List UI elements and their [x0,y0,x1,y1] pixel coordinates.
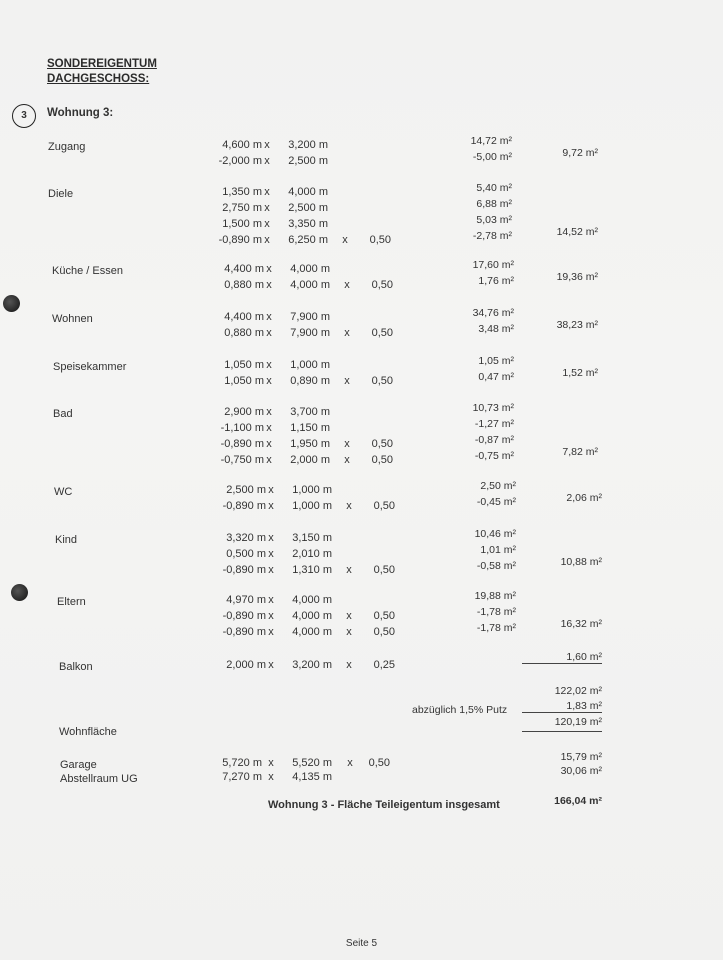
room-total-area: 2,06 m² [566,492,602,504]
section-subheading: DACHGESCHOSS: [47,73,150,85]
dimension-length: -0,890 m [222,610,266,622]
partial-area: 1,76 m² [478,275,514,287]
factor: 0,50 [371,454,393,466]
apartment-number-badge: 3 [12,104,36,128]
room-name: Bad [53,408,73,420]
grand-total-label: Wohnung 3 - Fläche Teileigentum insgesamt [268,799,500,811]
multiply-sign: x [266,454,272,466]
partial-area: 10,73 m² [472,402,514,414]
dimension-length: 4,400 m [224,311,264,323]
multiply-sign: x [266,327,272,339]
dimension-length: -0,890 m [220,438,264,450]
room-name: Diele [48,188,74,200]
dimension-width: 3,200 m [288,139,328,151]
multiply-sign: x [266,438,272,450]
dimension-width: 2,000 m [290,454,330,466]
dimension-width: 7,900 m [290,311,330,323]
multiply-sign: x [344,454,350,466]
partial-area: 6,88 m² [476,198,512,210]
dimension-length: 0,880 m [224,327,264,339]
factor: 0,50 [371,327,393,339]
dimension-width: 4,000 m [288,186,328,198]
dimension-width: 1,000 m [292,500,332,512]
dimension-length: 1,050 m [224,359,264,371]
dimension-length: -0,890 m [222,500,266,512]
living-area-value: 120,19 m² [554,716,602,728]
room-total-area: 38,23 m² [556,319,598,331]
multiply-sign: x [268,500,274,512]
factor: 0,50 [369,234,391,246]
dimension-length: 4,400 m [224,263,264,275]
room-total-area: 16,32 m² [560,618,602,630]
room-total-area: 9,72 m² [562,147,598,159]
dimension-width: 4,000 m [292,626,332,638]
partial-area: 14,72 m² [470,135,512,147]
factor: 0,25 [373,659,395,671]
dimension-width: 4,000 m [290,279,330,291]
factor: 0,50 [371,438,393,450]
partial-area: -0,58 m² [476,560,516,572]
multiply-sign: x [264,234,270,246]
subtotal: 122,02 m² [554,685,602,697]
dimension-width: 1,000 m [292,484,332,496]
multiply-sign: x [266,263,272,275]
multiply-sign: x [346,500,352,512]
room-total-area: 19,36 m² [556,271,598,283]
factor: 0,50 [368,757,390,769]
partial-area: 5,03 m² [476,214,512,226]
multiply-sign: x [268,757,274,769]
partial-area: 19,88 m² [474,590,516,602]
dimension-width: 3,700 m [290,406,330,418]
factor: 0,50 [371,279,393,291]
multiply-sign: x [264,186,270,198]
punch-hole-bottom [11,584,28,601]
multiply-sign: x [264,155,270,167]
factor: 0,50 [373,610,395,622]
partial-area: 0,47 m² [478,371,514,383]
factor: 0,50 [373,564,395,576]
room-name: Balkon [59,661,93,673]
partial-area: -1,78 m² [476,622,516,634]
multiply-sign: x [268,610,274,622]
multiply-sign: x [266,311,272,323]
multiply-sign: x [344,438,350,450]
multiply-sign: x [344,279,350,291]
partial-area: 34,76 m² [472,307,514,319]
multiply-sign: x [266,279,272,291]
partial-area: 3,48 m² [478,323,514,335]
dimension-width: 3,150 m [292,532,332,544]
multiply-sign: x [266,422,272,434]
partial-area: -1,78 m² [476,606,516,618]
factor: 0,50 [373,500,395,512]
dimension-length: 2,500 m [226,484,266,496]
dimension-length: -0,750 m [220,454,264,466]
multiply-sign: x [268,548,274,560]
dimension-width: 5,520 m [292,757,332,769]
partial-area: -1,27 m² [474,418,514,430]
dimension-length: 4,970 m [226,594,266,606]
multiply-sign: x [268,532,274,544]
grand-total-value: 166,04 m² [554,795,602,807]
multiply-sign: x [268,484,274,496]
room-total-area: 10,88 m² [560,556,602,568]
multiply-sign: x [266,359,272,371]
multiply-sign: x [347,757,353,769]
dimension-width: 2,010 m [292,548,332,560]
multiply-sign: x [344,327,350,339]
room-total-area: 1,52 m² [562,367,598,379]
dimension-length: -2,000 m [218,155,262,167]
multiply-sign: x [264,218,270,230]
dimension-length: 0,500 m [226,548,266,560]
punch-hole-top [3,295,20,312]
page-number: Seite 5 [345,938,378,949]
dimension-length: 1,050 m [224,375,264,387]
multiply-sign: x [268,771,274,783]
dimension-width: 6,250 m [288,234,328,246]
dimension-width: 3,200 m [292,659,332,671]
dimension-width: 4,135 m [292,771,332,783]
partial-area: 10,46 m² [474,528,516,540]
dimension-width: 3,350 m [288,218,328,230]
extra-room-name: Garage [60,759,97,771]
multiply-sign: x [264,202,270,214]
living-area-label: Wohnfläche [59,726,117,738]
dimension-length: 5,720 m [222,757,262,769]
partial-area: 17,60 m² [472,259,514,271]
multiply-sign: x [264,139,270,151]
dimension-length: -1,100 m [220,422,264,434]
dimension-width: 4,000 m [290,263,330,275]
dimension-length: -0,890 m [222,564,266,576]
deduction-label: abzüglich 1,5% Putz [412,704,508,716]
extra-area: 15,79 m² [560,751,602,763]
dimension-length: 1,500 m [222,218,262,230]
multiply-sign: x [266,406,272,418]
dimension-width: 2,500 m [288,155,328,167]
dimension-width: 1,000 m [290,359,330,371]
room-name: Küche / Essen [52,265,123,277]
partial-area: -2,78 m² [472,230,512,242]
partial-area: -5,00 m² [472,151,512,163]
room-total-area: 1,60 m² [522,651,602,664]
room-name: Wohnen [52,313,93,325]
dimension-width: 7,900 m [290,327,330,339]
partial-area: 5,40 m² [476,182,512,194]
multiply-sign: x [268,659,274,671]
dimension-length: -0,890 m [222,626,266,638]
multiply-sign: x [268,626,274,638]
multiply-sign: x [266,375,272,387]
deduction-value: 1,83 m² [522,700,602,713]
multiply-sign: x [346,626,352,638]
multiply-sign: x [268,564,274,576]
partial-area: 2,50 m² [480,480,516,492]
factor: 0,50 [371,375,393,387]
living-area-underline [522,731,602,732]
dimension-width: 4,000 m [292,594,332,606]
multiply-sign: x [346,659,352,671]
dimension-width: 1,150 m [290,422,330,434]
room-name: WC [54,486,73,498]
room-total-area: 7,82 m² [562,446,598,458]
room-name: Kind [55,534,78,546]
dimension-width: 0,890 m [290,375,330,387]
room-name: Zugang [48,141,86,153]
section-heading: SONDEREIGENTUM [47,58,157,70]
partial-area: 1,05 m² [478,355,514,367]
multiply-sign: x [344,375,350,387]
dimension-length: 0,880 m [224,279,264,291]
dimension-width: 4,000 m [292,610,332,622]
dimension-length: 3,320 m [226,532,266,544]
extra-room-name: Abstellraum UG [60,773,138,785]
dimension-length: 4,600 m [222,139,262,151]
multiply-sign: x [346,610,352,622]
dimension-width: 1,950 m [290,438,330,450]
extra-area: 30,06 m² [560,765,602,777]
dimension-width: 1,310 m [292,564,332,576]
dimension-length: 2,900 m [224,406,264,418]
dimension-length: 2,750 m [222,202,262,214]
partial-area: 1,01 m² [480,544,516,556]
dimension-length: 1,350 m [222,186,262,198]
multiply-sign: x [346,564,352,576]
partial-area: -0,75 m² [474,450,514,462]
room-total-area: 14,52 m² [556,226,598,238]
multiply-sign: x [268,594,274,606]
dimension-width: 2,500 m [288,202,328,214]
room-name: Speisekammer [53,361,127,373]
dimension-length: 2,000 m [226,659,266,671]
dimension-length: 7,270 m [222,771,262,783]
partial-area: -0,87 m² [474,434,514,446]
partial-area: -0,45 m² [476,496,516,508]
room-name: Eltern [57,596,86,608]
factor: 0,50 [373,626,395,638]
dimension-length: -0,890 m [218,234,262,246]
apartment-title: Wohnung 3: [47,107,114,119]
multiply-sign: x [342,234,348,246]
